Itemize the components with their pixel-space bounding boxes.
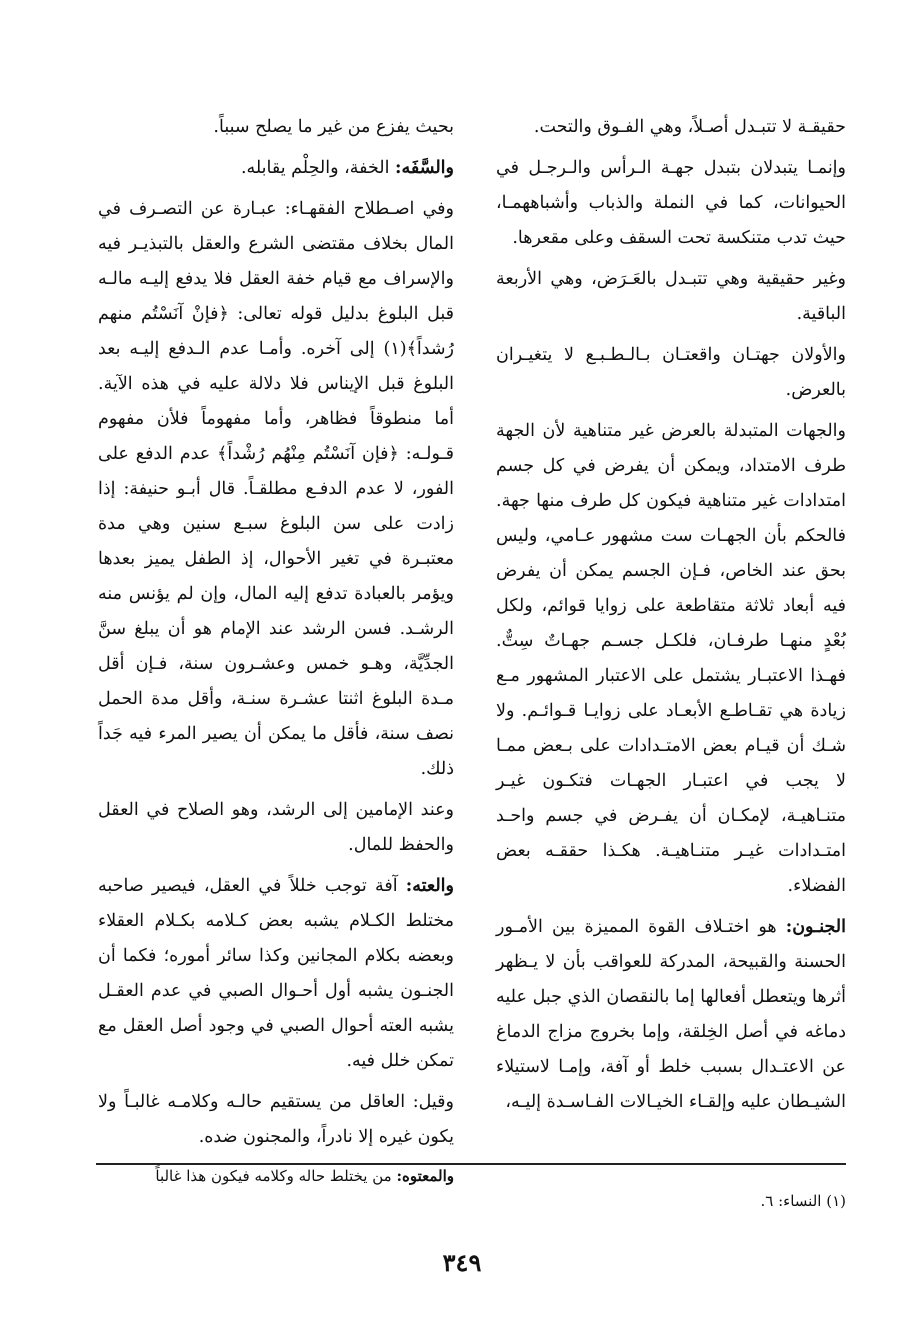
- paragraph: [496, 338, 846, 408]
- paragraph-text: والجهات المتبدلة بالعرض غير متناهية لأن الجهة طرف الامتداد، ويمكن أن يفرض في كل جسم امتدادات غير متناهية فيكون كل طرف منها جهة. فالحكم بأن الجهـات ست مشهور عـامي، وليس بحق عند الخاص، فـإن الجسم يمكن أن يفرض فيه أبعاد ثلاثة متقاطعة على زوايا قوائم، ولكل بُعْدٍ منهـا طرفـان، فلكـل جسـم جهـاتٌ سِتٌّ. فهـذا الاعتبـار يشتمل على الاعتبار المشهور مـع زيادة هي تقـاطـع الأبعـاد على زوايـا قـوائـم. ولا شـك أن قيـام بعض الامتـدادات على بـعض ممـا لا يجب في اعتبـار الجهـات فتكـون غيـر متنـاهيـة، لإمكـان أن يفـرض في جسم واحـد امتـدادات غيـر متنـاهيـة. هكـذا حققـه بعض الفضلاء.: [496, 421, 846, 896]
- defined-term: الجنـون:: [785, 917, 846, 937]
- footnote-divider: [96, 1163, 846, 1165]
- paragraph: [98, 869, 454, 1079]
- paragraph: [98, 1161, 454, 1192]
- paragraph-text: والأولان جهتـان واقعتـان بـالـطـبـع لا يتغيـران بالعرض.: [496, 345, 846, 400]
- paragraph: [496, 110, 846, 145]
- paragraph-text: وغير حقيقية وهي تتبـدل بالعَـرَض، وهي الأربعة الباقية.: [496, 269, 846, 324]
- paragraph-text: الخفة، والحِلْم يقابله.: [240, 158, 396, 178]
- paragraph-text: آفة توجب خللاً في العقل، فيصير صاحبه مختلط الكـلام يشبه بعض كـلامه بكـلام العقلاء وبعضه بكلام المجانين وكذا سائر أموره؛ فكما أن الجنـون يشبه أول أحـوال الصبي في عدم العقـل يشبه العته أحوال الصبي في وجود أصل العقل مع تمكن خلل فيه.: [98, 876, 454, 1071]
- paragraph-text: وإنمـا يتبدلان بتبدل جهـة الـرأس والـرجـل في الحيوانات، كما في النملة والذباب وأشباههمـا، حيث تدب متنكسة تحت السقف وعلى مقعرها.: [496, 158, 846, 248]
- paragraph: [98, 1085, 454, 1155]
- paragraph: [98, 192, 454, 787]
- defined-term: والسَّفَه:: [395, 158, 454, 178]
- defined-term: والمعتوه:: [396, 1167, 454, 1185]
- paragraph: [496, 414, 846, 904]
- paragraph-text: هو اختـلاف القوة المميزة بين الأمـور الحسنة والقبيحة، المدركة للعواقب بأن لا يـظهر أثرها ويتعطل أفعالها إما بالنقصان الذي جبل عليه دماغه في أصل الخِلقة، وإما بخروج مزاج الدماغ عن الاعتـدال بسبب خلط أو آفة، وإمـا لاستيلاء الشيـطان عليه وإلقـاء الخيـالات الفـاسـدة إليـه،: [496, 917, 846, 1112]
- paragraph-text: من يختلط حاله وكلامه فيكون هذا غالباً: [155, 1167, 397, 1185]
- paragraph: [98, 110, 454, 145]
- paragraph: [496, 151, 846, 256]
- paragraph-text: وقيل: العاقل من يستقيم حالـه وكلامـه غالبـاً ولا يكون غيره إلا نادراً، والمجنون ضده.: [98, 1092, 454, 1147]
- paragraph: [98, 151, 454, 186]
- paragraph-text: بحيث يفزع من غير ما يصلح سبباً.: [213, 117, 454, 137]
- defined-term: والعته:: [405, 876, 454, 896]
- paragraph: [98, 793, 454, 863]
- paragraph: [496, 262, 846, 332]
- left-column: [98, 110, 454, 1198]
- paragraph-text: وعند الإمامين إلى الرشد، وهو الصلاح في العقل والحفظ للمال.: [98, 800, 454, 855]
- paragraph-text: وفي اصـطلاح الفقهـاء: عبـارة عن التصـرف في المال بخلاف مقتضى الشرع والعقل بالتبذيـر فيه والإسراف مع قيام خفة العقل فلا يدفع إليـه مالـه قبل البلوغ بدليل قوله تعالى: ﴿فإنْ آنَسْتُم منهم رُشداً﴾(١) إلى آخره. وأمـا عدم الـدفع إليـه بعد البلوغ قبل الإيناس فلا دلالة عليه في هذه الآية. أما منطوقاً فظاهر، وأما مفهوماً فلأن مفهوم قـولـه: ﴿فإن آنَسْتُم مِنْهُم رُشْداً﴾ عدم الدفع على الفور، لا عدم الدفـع مطلقـاً. قال أبـو حنيفة: إذا زادت على سن البلوغ سبـع سنين وهي مدة معتبـرة في تغير الأحوال، إذ الطفل يميز بعدها ويؤمر بالعبادة تدفع إليه المال، وإن لم يؤنس منه الرشـد. فسن الرشد عند الإمام هو أن يبلغ سنَّ الجدِّيَّة، وهـو خمس وعشـرون سنة، فـإن أقل مـدة البلوغ اثنتا عشـرة سنـة، وأقل مدة الحمل نصف سنة، فأقل ما يمكن أن يصير المرء فيه جَداً ذلك.: [98, 199, 454, 779]
- paragraph: [496, 910, 846, 1120]
- right-column: [496, 110, 846, 1126]
- paragraph-text: حقيقـة لا تتبـدل أصـلاً، وهي الفـوق والتحت.: [533, 117, 846, 137]
- page-number: ٣٤٩: [442, 1248, 482, 1277]
- footnote: (١) النساء: ٦.: [760, 1192, 846, 1210]
